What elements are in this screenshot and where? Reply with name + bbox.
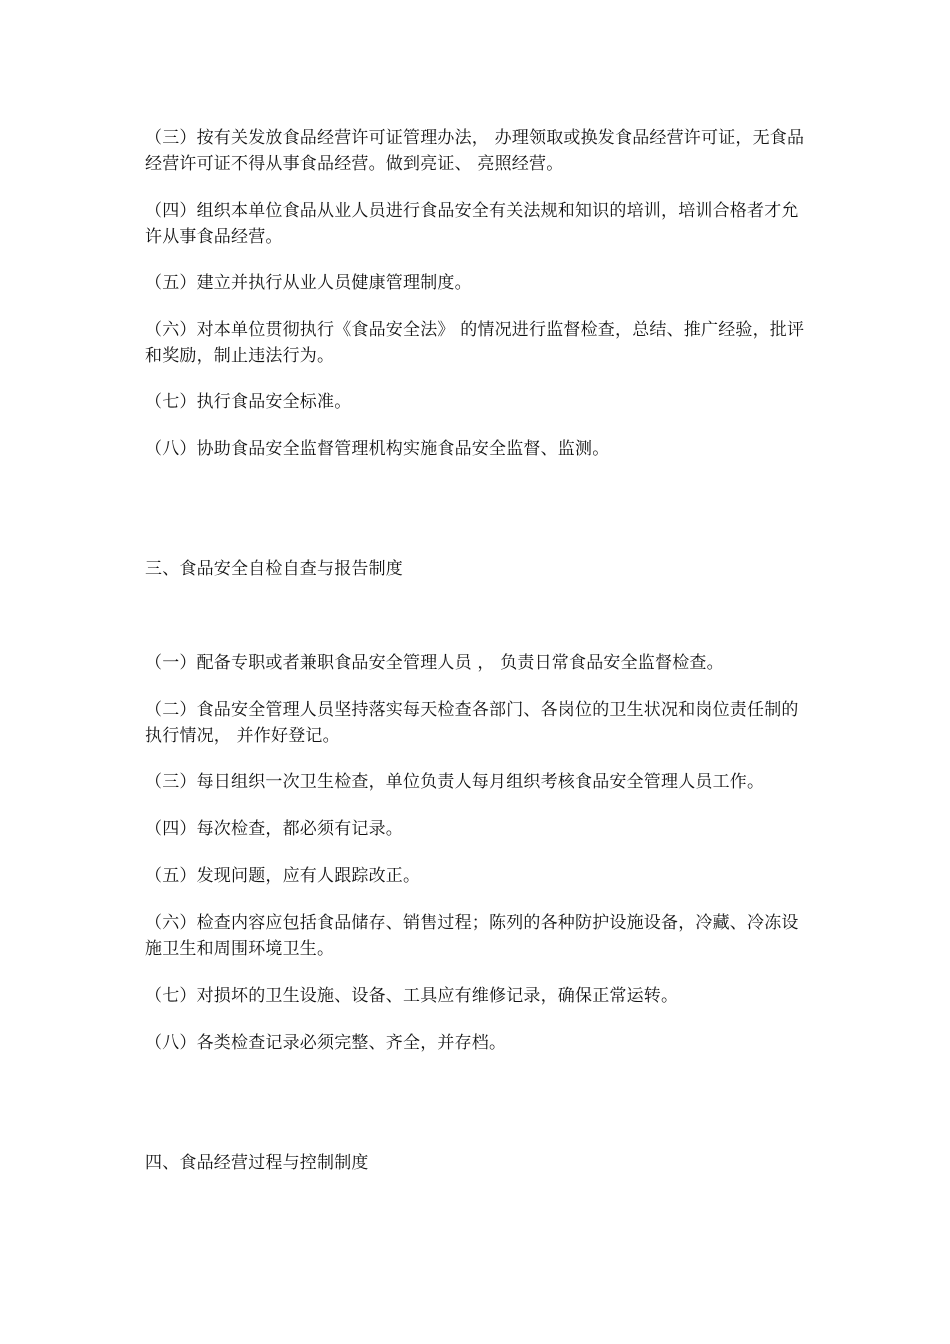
paragraph-3-8: （八）各类检查记录必须完整、齐全，并存档。 xyxy=(145,1033,507,1053)
paragraph-3-1: （一）配备专职或者兼职食品安全管理人员 ， 负责日常食品安全监督检查。 xyxy=(145,653,724,673)
paragraph-3-5: （五）发现问题，应有人跟踪改正。 xyxy=(145,866,421,886)
paragraph-2-6: （六）对本单位贯彻执行《食品安全法》 的情况进行监督检查，总结、推广经验，批评和奖励，制止违法行为。 xyxy=(145,320,805,366)
paragraph-2-5: （五）建立并执行从业人员健康管理制度。 xyxy=(145,273,472,293)
paragraph-2-7: （七）执行食品安全标准。 xyxy=(145,392,352,412)
paragraph-3-7: （七）对损坏的卫生设施、设备、工具应有维修记录，确保正常运转。 xyxy=(145,986,679,1006)
paragraph-3-3: （三）每日组织一次卫生检查，单位负责人每月组织考核食品安全管理人员工作。 xyxy=(145,772,765,792)
paragraph-3-4: （四）每次检查，都必须有记录。 xyxy=(145,819,403,839)
paragraph-2-3: （三）按有关发放食品经营许可证管理办法， 办理领取或换发食品经营许可证，无食品经营许可证不得从事食品经营。做到亮证、 亮照经营。 xyxy=(145,128,805,174)
paragraph-2-8: （八）协助食品安全监督管理机构实施食品安全监督、监测。 xyxy=(145,439,610,459)
paragraph-2-4: （四）组织本单位食品从业人员进行食品安全有关法规和知识的培训，培训合格者才允许从事食品经营。 xyxy=(145,201,799,247)
section-heading-3: 三、食品安全自检自查与报告制度 xyxy=(145,559,403,579)
section-heading-4: 四、食品经营过程与控制制度 xyxy=(145,1153,369,1173)
paragraph-3-6: （六）检查内容应包括食品储存、销售过程；陈列的各种防护设施设备，冷藏、冷冻设施卫生和周围环境卫生。 xyxy=(145,913,799,959)
paragraph-3-2: （二）食品安全管理人员坚持落实每天检查各部门、各岗位的卫生状况和岗位责任制的执行情况， 并作好登记。 xyxy=(145,700,799,746)
